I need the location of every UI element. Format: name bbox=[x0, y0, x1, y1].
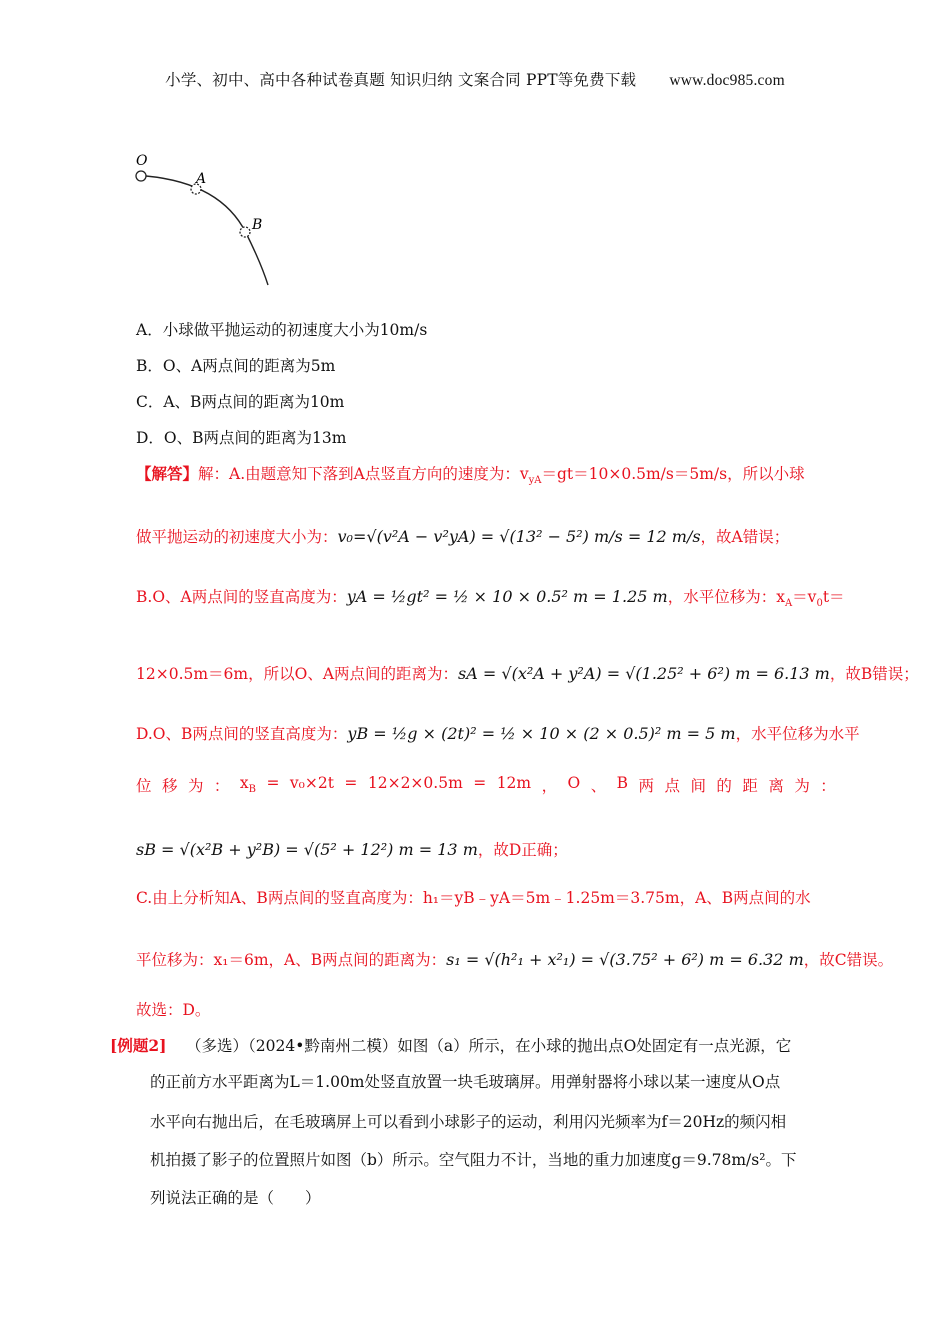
answer-line-5: D.O、B两点间的竖直高度为：yB = ½g × (2t)² = ½ × 10 × (2 × 0.5)² m = 5 m，水平位移为水平 bbox=[136, 724, 860, 743]
trajectory-figure bbox=[126, 148, 286, 298]
answer-line-1: 【解答】解：A.由题意知下落到A点竖直方向的速度为：$v_{yA}=gt=10\times 0.5m/s=5m/s$，所以小球 bbox=[136, 464, 805, 487]
header-site: www.doc985.com bbox=[669, 72, 785, 89]
answer-conclusion: 故选：D。 bbox=[136, 1001, 211, 1019]
label-b: B bbox=[252, 217, 263, 233]
example-tag: [例题2] bbox=[110, 1036, 167, 1055]
option-b: B．O、A两点间的距离为5m bbox=[136, 357, 336, 375]
answer-line-9: 平位移为：x₁＝6m，A、B两点间的距离为：s₁ = √(h²₁ + x²₁) = √(3.75² + 6²) m = 6.32 m，故C错误。 bbox=[136, 950, 894, 969]
label-o: O bbox=[136, 153, 148, 169]
formula-ya: yA = ½gt² = ½ × 10 × 0.5² m = 1.25 m bbox=[346, 587, 668, 606]
formula-s1: s₁ = √(h²₁ + x²₁) = √(3.75² + 6²) m = 6.32 m bbox=[446, 950, 804, 969]
trajectory-diagram bbox=[126, 148, 286, 298]
option-d: D．O、B两点间的距离为13m bbox=[136, 429, 347, 447]
answer-line-2: 做平抛运动的初速度大小为：v₀=√(v²A − v²yA) = √(13² − 5²) m/s = 12 m/s，故A错误； bbox=[136, 527, 790, 546]
answer-line-3: B.O、A两点间的竖直高度为：yA = ½gt² = ½ × 10 × 0.5² m = 1.25 m，水平位移为：$x_A=v_0t=$ bbox=[136, 587, 845, 610]
label-a: A bbox=[196, 171, 207, 187]
formula-yb: yB = ½g × (2t)² = ½ × 10 × (2 × 0.5)² m = 5 m bbox=[347, 724, 736, 743]
answer-line-4: 12×0.5m＝6m，所以O、A两点间的距离为：sA = √(x²A + y²A) = √(1.25² + 6²) m = 6.13 m，故B错误； bbox=[136, 664, 919, 683]
formula-sb: sB = √(x²B + y²B) = √(5² + 12²) m = 13 m bbox=[136, 840, 478, 859]
question-line-5: 列说法正确的是（ ） bbox=[150, 1189, 321, 1207]
answer-line-6: 位 移 为 ： $x_B$ = v₀×2t = 12×2×0.5m = 12m ， O 、 B 两 点 间 的 距 离 为 ： bbox=[136, 774, 836, 796]
formula-sa: sA = √(x²A + y²A) = √(1.25² + 6²) m = 6.13 m bbox=[458, 664, 830, 683]
point-b bbox=[240, 227, 250, 237]
page-header bbox=[0, 68, 950, 90]
answer-line-7: sB = √(x²B + y²B) = √(5² + 12²) m = 13 m，故D正确； bbox=[136, 840, 568, 859]
formula-v0: v₀=√(v²A − v²yA) = √(13² − 5²) m/s = 12 m/s bbox=[337, 527, 701, 546]
answer-tag: 【解答】 bbox=[136, 464, 199, 483]
point-o bbox=[136, 171, 146, 181]
question-line-1: （多选）（2024•黔南州二模）如图（a）所示，在小球的抛出点O处固定有一点光源，它 bbox=[186, 1037, 792, 1055]
question-line-2: 的正前方水平距离为L＝1.00m处竖直放置一块毛玻璃屏。用弹射器将小球以某一速度从O点 bbox=[150, 1073, 781, 1091]
option-c: C．A、B两点间的距离为10m bbox=[136, 393, 345, 411]
answer-line-8: C.由上分析知A、B两点间的竖直高度为：h₁＝yB﹣yA＝5m﹣1.25m＝3.75m，A、B两点间的水 bbox=[136, 889, 811, 907]
question-line-3: 水平向右抛出后，在毛玻璃屏上可以看到小球影子的运动，利用闪光频率为f＝20Hz的频闪相 bbox=[150, 1113, 787, 1131]
question-line-4: 机拍摄了影子的位置照片如图（b）所示。空气阻力不计，当地的重力加速度g＝9.78m/s²。下 bbox=[150, 1151, 797, 1169]
header-text: 小学、初中、高中各种试卷真题 知识归纳 文案合同 PPT等免费下载 bbox=[165, 71, 637, 89]
option-a: A．小球做平抛运动的初速度大小为10m/s bbox=[136, 321, 428, 339]
